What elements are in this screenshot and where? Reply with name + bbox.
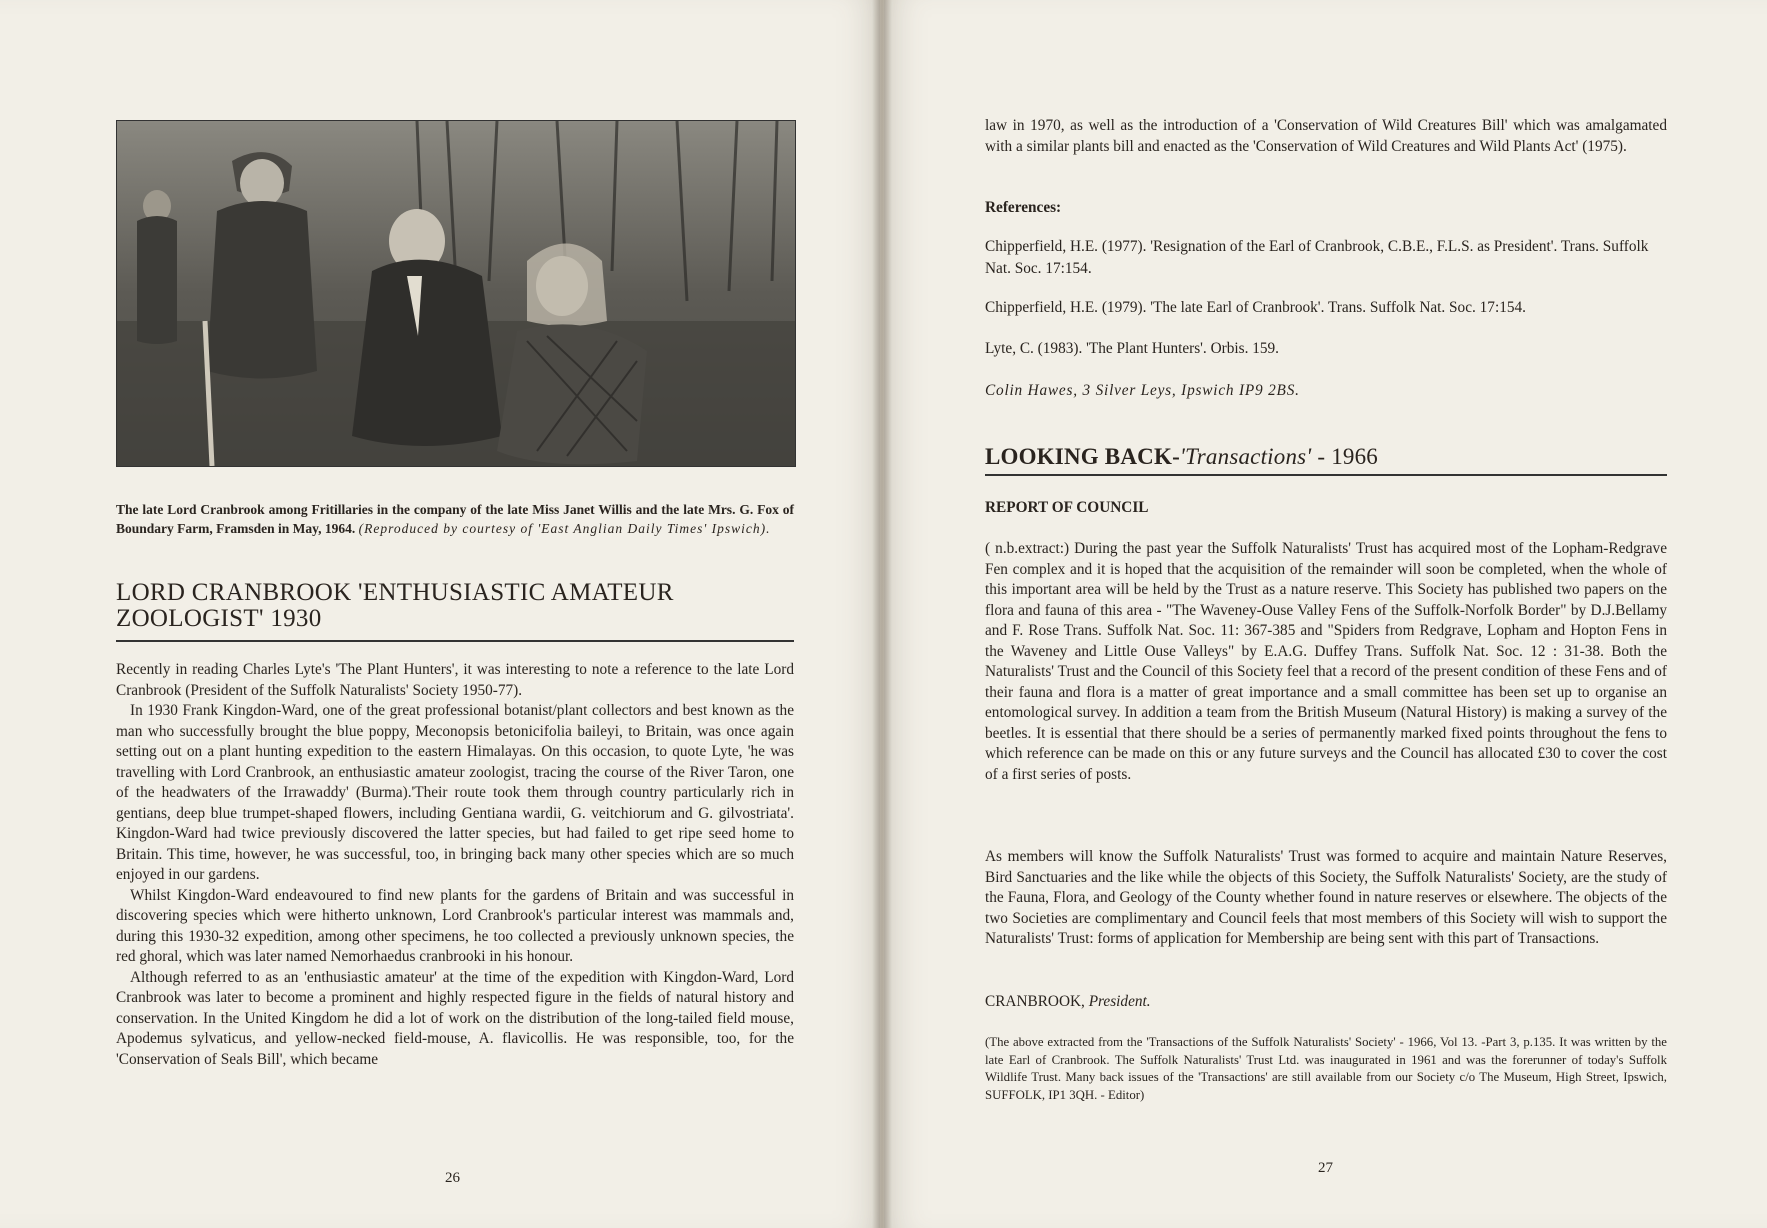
- book-gutter: [872, 0, 892, 1228]
- reference-item: Chipperfield, H.E. (1977). 'Resignation of the Earl of Cranbrook, C.B.E., F.L.S. as President'. Trans. Suffolk Nat. Soc. 17:154.: [985, 238, 1649, 277]
- section-title: [985, 444, 1667, 476]
- section-title-year: - 1966: [1311, 444, 1378, 469]
- page-number-right: 27: [1318, 1160, 1333, 1176]
- reference-item: Lyte, C. (1983). 'The Plant Hunters'. Orbis. 159.: [985, 340, 1279, 357]
- caption-credit: (Reproduced by courtesy of 'East Anglian Daily Times' Ipswich).: [358, 521, 771, 536]
- photo-caption: [116, 500, 794, 538]
- signature: [985, 993, 1151, 1011]
- paragraph: Although referred to as an 'enthusiastic amateur' at the time of the expedition with Kingdon-Ward, Lord Cranbrook was later to become a prominent and highly respected figure in the fields of natural history and conservation. In the United Kingdom he did a lot of work on the distribution of the long-tailed field mouse, Apodemus sylvaticus, and yellow-necked field-mouse, A. flavicollis. He was responsible, too, for the 'Conservation of Seals Bill', which became: [116, 968, 794, 1068]
- paragraph: Recently in reading Charles Lyte's 'The Plant Hunters', it was interesting to note a reference to the late Lord Cranbrook (President of the Suffolk Naturalists' Society 1950-77).: [116, 661, 794, 699]
- author-address: Colin Hawes, 3 Silver Leys, Ipswich IP9 2BS.: [985, 382, 1300, 399]
- black-and-white-photograph: [116, 120, 796, 467]
- photo-illustration: [117, 121, 795, 466]
- paragraph: law in 1970, as well as the introduction of a 'Conservation of Wild Creatures Bill' which was amalgamated with a similar plants bill and enacted as the 'Conservation of Wild Creatures and Wild Plants Act' (1975).: [985, 117, 1667, 155]
- council-heading: REPORT OF COUNCIL: [985, 499, 1149, 516]
- article-title: LORD CRANBROOK 'ENTHUSIASTIC AMATEUR ZOOLOGIST' 1930: [116, 580, 794, 642]
- section-title-main: LOOKING BACK-: [985, 444, 1180, 469]
- caption-main: The late Lord Cranbrook among Fritillaries in the company of the late Miss Janet Willis and the late Mrs. G. Fox of Boundary Farm, Framsden in May, 1964.: [116, 502, 794, 536]
- paragraph: As members will know the Suffolk Naturalists' Trust was formed to acquire and maintain Nature Reserves, Bird Sanctuaries and the like while the objects of this Society, the Suffolk Naturalists' Society, are the study of the Fauna, Flora, and Geology of the County whether found in nature reserves or elsewhere. The objects of the two Societies are complimentary and Council feels that most members of this Society will wish to support the Naturalists' Trust: forms of application for Membership are being sent with this part of Transactions.: [985, 848, 1667, 947]
- paragraph: Whilst Kingdon-Ward endeavoured to find new plants for the gardens of Britain and was successful in discovering species which were hitherto unknown, Lord Cranbrook's particular interest was mammals and, during this 1930-32 expedition, among other specimens, he too collected a previously unknown species, the red ghoral, which was later named Nemorhaedus cranbrooki in his honour.: [116, 886, 794, 965]
- signature-role: President.: [1088, 993, 1151, 1010]
- article-body: [116, 660, 794, 1070]
- council-paragraph-2: [985, 847, 1667, 950]
- signature-name: CRANBROOK,: [985, 993, 1089, 1010]
- continuation-text: [985, 116, 1667, 157]
- council-paragraph-1: [985, 539, 1667, 785]
- paragraph: In 1930 Frank Kingdon-Ward, one of the great professional botanist/plant collectors and best known as the man who successfully brought the blue poppy, Meconopsis betonicifolia baileyi, to Britain, was once again setting out on a plant hunting expedition to the eastern Himalayas. On this occasion, to quote Lyte, 'he was travelling with Lord Cranbrook, an enthusiastic amateur zoologist, tracing the course of the River Taron, one of the headwaters of the Irrawaddy' (Burma).'Their route took them through country particularly rich in gentians, deep blue trumpet-shaped flowers, including Gentiana wardii, G. veitchiorum and G. gilvostriata'. Kingdon-Ward had twice previously discovered the latter species, but had failed to get ripe seed home to Britain. This time, however, he was successful, too, in bringing back many other species which are so much enjoyed in our gardens.: [116, 702, 794, 883]
- section-title-italic: 'Transactions': [1179, 444, 1312, 469]
- references-heading: References:: [985, 199, 1062, 216]
- paragraph: ( n.b.extract:) During the past year the Suffolk Naturalists' Trust has acquired most of the Lopham-Redgrave Fen complex and it is hoped that the acquisition of the remainder will soon be completed, when the whole of this important area will be held by the Trust as a nature reserve. This Society has published two papers on the flora and fauna of this area - "The Waveney-Ouse Valley Fens of the Suffolk-Norfolk Border" by D.J.Bellamy and F. Rose Trans. Suffolk Nat. Soc. 11: 367-385 and "Spiders from Redgrave, Lopham and Hopton Fens in the Waveney and Little Ouse Valleys" by E.A.G. Duffey Trans. Suffolk Nat. Soc. 12 : 31-38. Both the Naturalists' Trust and the Council of this Society feel that a record of the present condition of these Fens and of their fauna and flora is a matter of great importance and a small committee has been set up to organise an entomological survey. In addition a team from the British Museum (Natural History) is making a survey of the beetles. It is essential that there should be a series of permanently marked fixed points throughout the fens to which reference can be made on this or any future surveys and the Council has allocated £30 to cover the cost of a first series of posts.: [985, 540, 1667, 783]
- reference-item: Chipperfield, H.E. (1979). 'The late Earl of Cranbrook'. Trans. Suffolk Nat. Soc. 17:154.: [985, 299, 1526, 316]
- editor-note: (The above extracted from the 'Transactions of the Suffolk Naturalists' Society' - 1966, Vol 13. -Part 3, p.135. It was written by the late Earl of Cranbrook. The Suffolk Naturalists' Trust Ltd. was inaugurated in 1961 and was the forerunner of today's Suffolk Wildlife Trust. Many back issues of the 'Transactions' are still available from our Society c/o The Museum, High Street, Ipswich, SUFFOLK, IP1 3QH. - Editor): [985, 1035, 1667, 1102]
- page-number-left: 26: [445, 1170, 460, 1186]
